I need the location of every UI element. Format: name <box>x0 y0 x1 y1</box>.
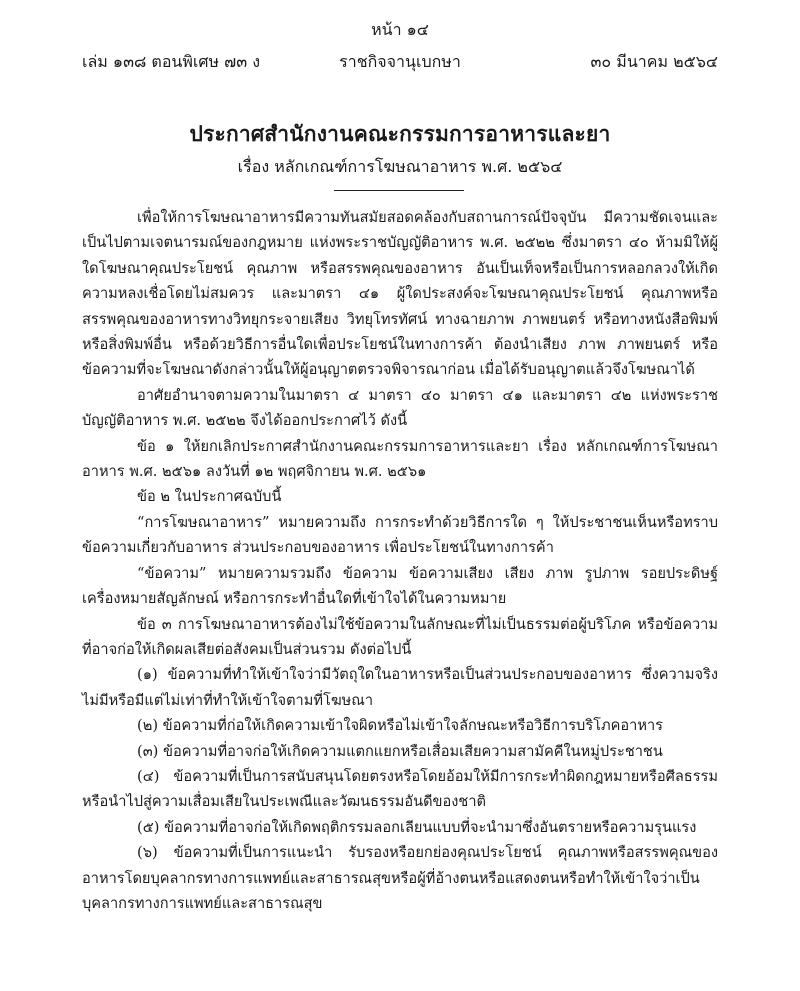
document-subject: เรื่อง หลักเกณฑ์การโฆษณาอาหาร พ.ศ. ๒๕๖๔ <box>237 157 563 176</box>
clause-3-item-1: (๑) ข้อความที่ทำให้เข้าใจว่ามีวัตถุใดในอาหารหรือเป็นส่วนประกอบของอาหาร ซึ่งความจริงไม่มีหรือมีแต่ไม่เท่าที่ทำให้เข้าใจตามที่โฆษณา <box>82 666 718 709</box>
title-divider <box>334 190 464 191</box>
document-body <box>82 205 718 916</box>
clause-2: ข้อ ๒ ในประกาศฉบับนี้ <box>137 488 282 506</box>
clause-3-item-4: (๔) ข้อความที่เป็นการสนับสนุนโดยตรงหรือโดยอ้อมให้มีการกระทำผิดกฎหมายหรือศีลธรรม หรือนำไปสู่ความเสื่อมเสียในประเพณีและวัฒนธรรมอันดีของชาติ <box>82 767 718 811</box>
gazette-header <box>82 50 718 74</box>
clause-1: ข้อ ๑ ให้ยกเลิกประกาศสำนักงานคณะกรรมการอาหารและยา เรื่อง หลักเกณฑ์การโฆษณาอาหาร พ.ศ. ๒๕๖๑ ลงวันที่ ๑๒ พฤศจิกายน พ.ศ. ๒๕๖๑ <box>82 437 718 481</box>
definition-message: “ข้อความ” หมายความรวมถึง ข้อความ ข้อความเสียง เสียง ภาพ รูปภาพ รอยประดิษฐ์ เครื่องหมายสัญลักษณ์ หรือการกระทำอื่นใดที่เข้าใจได้ในความหมาย <box>82 564 718 608</box>
clause-3-item-2: (๒) ข้อความที่ก่อให้เกิดความเข้าใจผิดหรือไม่เข้าใจลักษณะหรือวิธีการบริโภคอาหาร <box>137 717 663 735</box>
publication-date: ๓๐ มีนาคม ๒๕๖๔ <box>590 52 718 71</box>
preamble-paragraph: เพื่อให้การโฆษณาอาหารมีความทันสมัยสอดคล้องกับสถานการณ์ปัจจุบัน มีความชัดเจนและเป็นไปตามเจตนารมณ์ของกฎหมาย แห่งพระราชบัญญัติอาหาร พ.ศ. ๒๕๒๒ ซึ่งมาตรา ๔๐ ห้ามมิให้ผู้ใดโฆษณาคุณประโยชน์ คุณภาพ หรือสรรพคุณของอาหาร อันเป็นเท็จหรือเป็นการหลอกลวงให้เกิดความหลงเชื่อโดยไม่สมควร และมาตรา ๔๑ ผู้ใดประสงค์จะโฆษณาคุณประโยชน์ คุณภาพหรือสรรพคุณของอาหารทางวิทยุกระจายเสียง วิทยุโทรทัศน์ ทางฉายภาพ ภาพยนตร์ หรือทางหนังสือพิมพ์ หรือสิ่งพิมพ์อื่น หรือด้วยวิธีการอื่นใดเพื่อประโยชน์ในทางการค้า ต้องนำเสียง ภาพ ภาพยนตร์ หรือข้อความที่จะโฆษณาดังกล่าวนั้นให้ผู้อนุญาตตรวจพิจารณาก่อน เมื่อได้รับอนุญาตแล้วจึงโฆษณาได้ <box>82 209 718 379</box>
volume-issue: เล่ม ๑๓๘ ตอนพิเศษ ๗๓ ง <box>82 52 261 71</box>
clause-3-item-3: (๓) ข้อความที่อาจก่อให้เกิดความแตกแยกหรือเสื่อมเสียความสามัคคีในหมู่ประชาชน <box>137 742 663 760</box>
clause-3: ข้อ ๓ การโฆษณาอาหารต้องไม่ใช้ข้อความในลักษณะที่ไม่เป็นธรรมต่อผู้บริโภค หรือข้อความที่อาจก่อให้เกิดผลเสียต่อสังคมเป็นส่วนรวม ดังต่อไปนี้ <box>82 615 718 658</box>
clause-3-item-6: (๖) ข้อความที่เป็นการแนะนำ รับรองหรือยกย่องคุณประโยชน์ คุณภาพหรือสรรพคุณของอาหารโดยบุคลากรทางการแพทย์และสาธารณสุขหรือผู้ที่อ้างตนหรือแสดงตนหรือทำให้เข้าใจว่าเป็นบุคลากรทางการแพทย์และสาธารณสุข <box>82 844 718 912</box>
page-number: หน้า ๑๔ <box>371 20 429 39</box>
gazette-name: ราชกิจจานุเบกษา <box>339 52 461 71</box>
definition-food-advertising: “การโฆษณาอาหาร” หมายความถึง การกระทำด้วยวิธีการใด ๆ ให้ประชาชนเห็นหรือทราบข้อความเกี่ยวกับอาหาร ส่วนประกอบของอาหาร เพื่อประโยชน์ในทางการค้า <box>82 513 718 557</box>
authority-paragraph: อาศัยอำนาจตามความในมาตรา ๔ มาตรา ๔๐ มาตรา ๔๑ และมาตรา ๔๒ แห่งพระราชบัญญัติอาหาร พ.ศ. ๒๕๒๒ จึงได้ออกประกาศไว้ ดังนี้ <box>82 386 718 430</box>
clause-3-item-5: (๕) ข้อความที่อาจก่อให้เกิดพฤติกรรมลอกเลียนแบบที่จะนำมาซึ่งอันตรายหรือความรุนแรง <box>137 818 697 836</box>
document-title: ประกาศสำนักงานคณะกรรมการอาหารและยา <box>189 121 611 146</box>
